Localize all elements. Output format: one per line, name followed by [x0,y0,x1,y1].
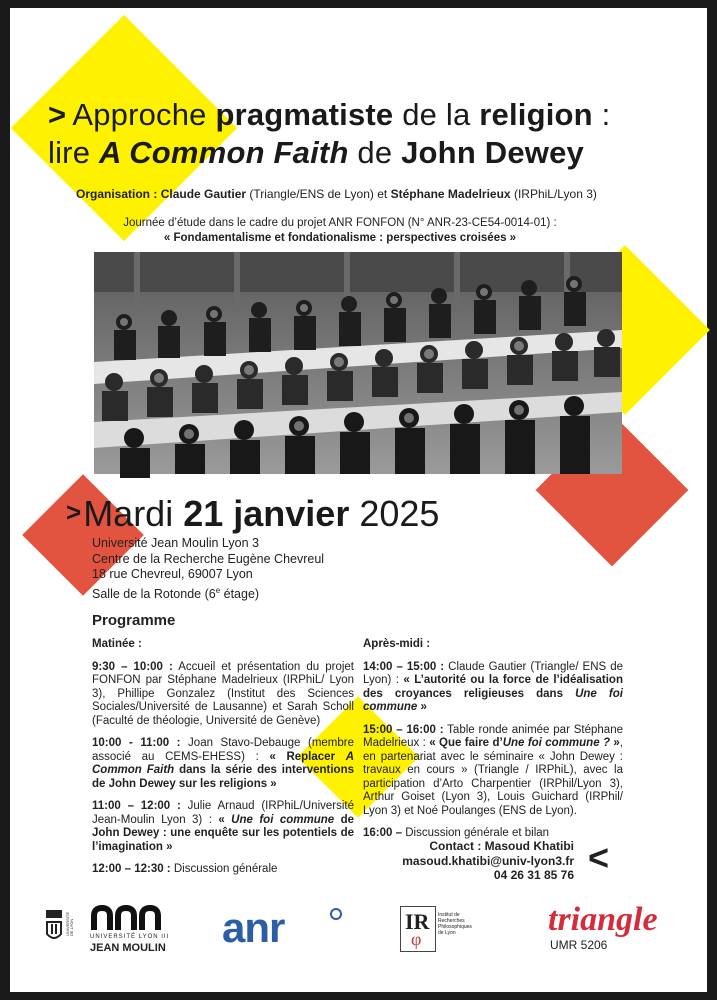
programme-item [363,724,623,819]
programme-item [363,661,623,715]
project-subtitle [40,216,640,246]
item-talk-title: « L’autorité ou la force de l’idéalisation des croyances religieuses dans [363,674,623,700]
afternoon-heading: Après-midi : [363,638,431,650]
morning-heading: Matinée : [92,638,142,650]
event-date [66,492,439,534]
item-time: 15:00 – 16:00 : [363,723,444,736]
programme-item [92,737,354,791]
title-text: lire [48,135,99,170]
event-title [48,96,698,172]
lion-crest-icon [44,906,64,946]
item-time: 14:00 – 15:00 : [363,660,445,673]
item-talk-title: « Replacer [269,750,346,763]
item-time: 16:00 – [363,827,403,839]
date-number-month: 21 janvier [183,493,350,534]
item-talk-title: » [610,737,620,749]
item-time: 12:00 – 12:30 : [92,863,171,875]
irphil-text: Institut de Recherches Philosophiques de Lyon [438,912,472,936]
contact-block [390,839,574,883]
logo-jean-moulin [44,906,174,956]
title-bold: pragmatiste [215,97,394,132]
triangle-umr: UMR 5206 [550,938,608,952]
item-text: Accueil et présentation du projet FONFON par Stéphane Madelrieux (IRPhiL/ Lyon 3), Phillipe Gonzalez (Institut des Sciences Sociales/Université de Lausanne) et Sarah Scholl (Faculté de théologie, Université de Genève) [92,660,354,727]
venue-room-text: étage) [220,586,260,601]
triangle-wordmark: triangle [548,901,658,938]
item-talk-title-italic: Une foi commune ? [502,737,611,749]
item-time: 9:30 – 10:00 : [92,660,173,673]
venue [92,536,324,602]
subtitle-quote: « Fondamentalisme et fondationalisme : perspectives croisées » [163,232,517,244]
subtitle-line: Journée d’étude dans le cadre du projet ANR FONFON (N° ANR-23-CE54-0014-01) : [123,217,557,229]
item-talk-title-italic: Une foi commune [363,687,623,713]
irphil-mark [400,906,436,952]
title-line-1 [48,96,698,134]
date-arrow: > [66,497,82,527]
poster [10,8,707,992]
venue-line: Centre de la Recherche Eugène Chevreul [92,551,325,566]
logo-small-text: UNIVERSITÉ DE LYON [65,911,74,936]
venue-room-sup: e [215,585,221,595]
date-day: Mardi [83,493,184,534]
item-time: 11:00 – 12:00 : [92,800,181,812]
logo-line: UNIVERSITÉ LYON III [90,934,170,940]
item-text: Julie Arnaud (IRPhiL/Université Jean-Moulin Lyon 3) : [92,800,354,826]
title-bold: religion [479,97,593,132]
date-year: 2025 [349,493,440,534]
banquet-photo-image [94,252,622,474]
org-label: Organisation : [76,187,161,201]
contact-name: Contact : Masoud Khatibi [429,839,574,853]
phi-icon: φ [411,929,422,949]
anr-circle-icon [330,908,342,920]
venue-room-text: Salle de la Rotonde (6 [92,586,216,601]
author-name: John Dewey [401,135,584,170]
organiser-name: Stéphane Madelrieux [390,187,511,201]
item-talk-title: dans la série des interventions de John Dewey sur les religions » [92,764,354,790]
contact-phone[interactable]: 04 26 31 85 76 [493,868,574,882]
title-text: de [348,135,402,170]
logo-anr [222,906,284,950]
book-title: A Common Faith [98,135,349,170]
organisation [76,187,597,201]
item-text: , en partenariat avec le séminaire « John Dewey : travaux en cours » (Triangle / IRPhiL), avec la participation d’Arto Charpentier (IRPhil/Lyon 3), Arthur Goiset (Lyon 3), Louis Guichard (IRPhil/ Lyon 3) et Noé Poulanges (ENS de Lyon). [363,737,624,817]
morning-column [92,638,354,886]
item-talk-title: de John Dewey : une enquête sur les potentiels de l’imagination » [92,813,354,853]
programme-item [92,661,354,729]
title-text: : [592,97,611,132]
venue-line: Université Jean Moulin Lyon 3 [92,536,259,550]
title-line-2 [48,134,698,172]
programme-title: Programme [92,612,176,629]
historical-photo [94,252,622,474]
item-text: Discussion générale et bilan [402,827,550,839]
contact-arrow: < [588,837,610,878]
venue-room [92,583,324,603]
item-talk-title-italic: Une foi commune [231,813,335,826]
contact-email[interactable]: masoud.khatibi@univ-lyon3.fr [402,853,574,868]
item-talk-title: « Que faire d’ [429,737,503,749]
item-time: 10:00 - 11:00 : [92,737,181,749]
programme-item [92,800,354,854]
item-text: Joan Stavo-Debauge (membre associé au CEMS-EHESS) : [92,737,354,763]
irphil-mark-text: IR [405,909,430,934]
title-arrow: > [48,97,67,132]
jm-mark-icon [90,906,166,935]
logo-irphil [400,906,480,956]
item-talk-title-italic: A Common Faith [92,750,354,776]
programme-item [92,863,354,877]
item-text: Claude Gautier (Triangle/ ENS de Lyon) : [363,660,624,686]
afternoon-column [363,638,623,850]
logo-triangle [548,902,688,952]
item-text: Discussion générale [170,863,278,875]
item-text: Table ronde animée par Stéphane Madelrieux : [363,723,623,749]
organiser-affiliation: (Triangle/ENS de Lyon) et [246,187,391,201]
anr-wordmark: anr [222,904,285,951]
venue-address: 18 rue Chevreul, 69007 Lyon [92,567,253,581]
organiser-affiliation: (IRPhiL/Lyon 3) [510,187,597,201]
organiser-name: Claude Gautier [160,187,247,201]
item-talk-title: » [417,701,427,713]
item-talk-title: « [218,813,232,826]
title-text: de la [393,97,480,132]
title-text: Approche [72,97,216,132]
logo-line: JEAN MOULIN [90,942,166,954]
